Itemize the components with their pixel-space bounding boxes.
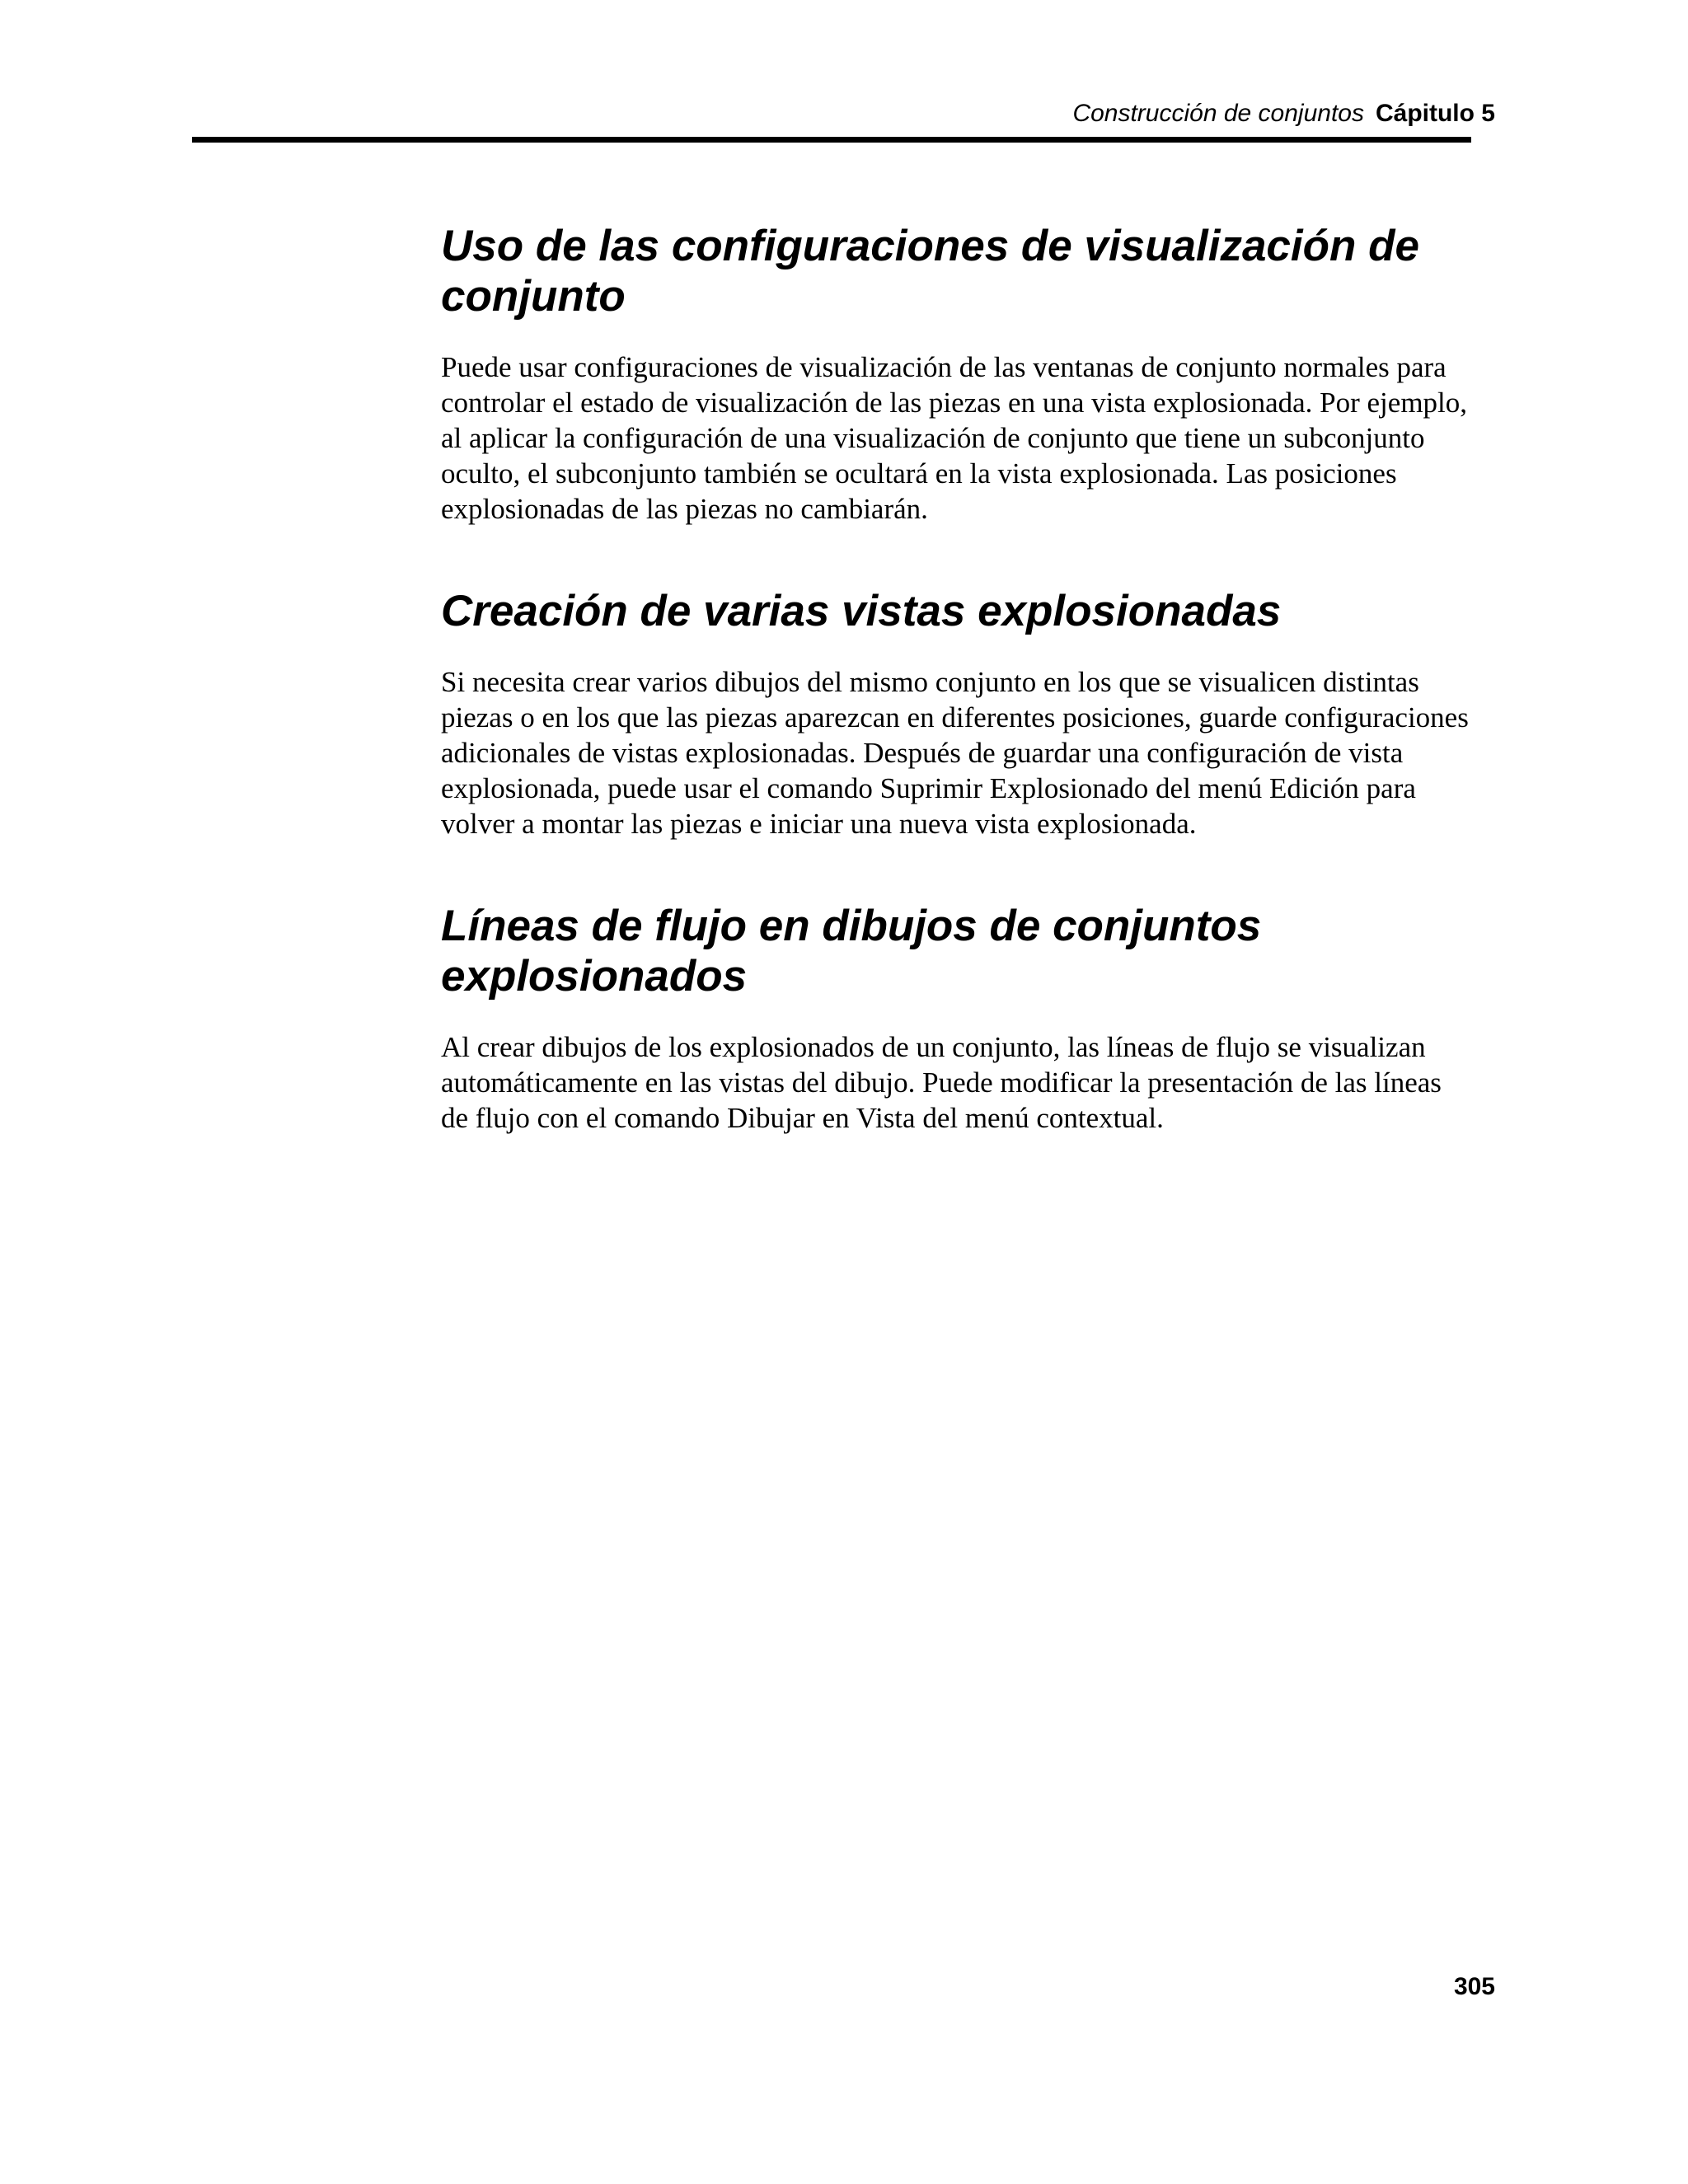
- running-head: [1072, 97, 1495, 130]
- page-content: [441, 221, 1479, 1136]
- section-paragraph: Puede usar configuraciones de visualización de las ventanas de conjunto normales para controlar el estado de visualización de las piezas en una vista explosionada. Por ejemplo, al aplicar la configuración de una visualización de conjunto que tiene un subconjunto oculto, el subconjunto también se ocultará en la vista explosionada. Las posiciones explosionadas de las piezas no cambiarán.: [441, 351, 1468, 525]
- section-heading: Líneas de flujo en dibujos de conjuntos explosionados: [441, 902, 1262, 1001]
- header-rule: [192, 137, 1471, 143]
- section-paragraph: Al crear dibujos de los explosionados de un conjunto, las líneas de flujo se visualizan automáticamente en las vistas del dibujo. Puede modificar la presentación de las líneas de flujo con el comando Dibujar en Vista del menú contextual.: [441, 1031, 1442, 1134]
- running-head-title: Construcción de conjuntos: [1072, 100, 1364, 127]
- section-heading: Uso de las configuraciones de visualización de conjunto: [441, 222, 1419, 321]
- page-number: 305: [1453, 1973, 1495, 2000]
- running-head-chapter: Cápitulo 5: [1375, 100, 1495, 127]
- section-paragraph: Si necesita crear varios dibujos del mismo conjunto en los que se visualicen distintas piezas o en los que las piezas aparezcan en diferentes posiciones, guarde configuraciones adicionales de vistas explosionadas. Después de guardar una configuración de vista explosionada, puede usar el comando Suprimir Explosionado del menú Edición para volver a montar las piezas e iniciar una nueva vista explosionada.: [441, 666, 1469, 840]
- section-flow-lines: [441, 901, 1479, 1136]
- section-display-configurations: [441, 221, 1479, 527]
- section-multiple-exploded-views: [441, 586, 1479, 841]
- section-heading: Creación de varias vistas explosionadas: [441, 587, 1282, 635]
